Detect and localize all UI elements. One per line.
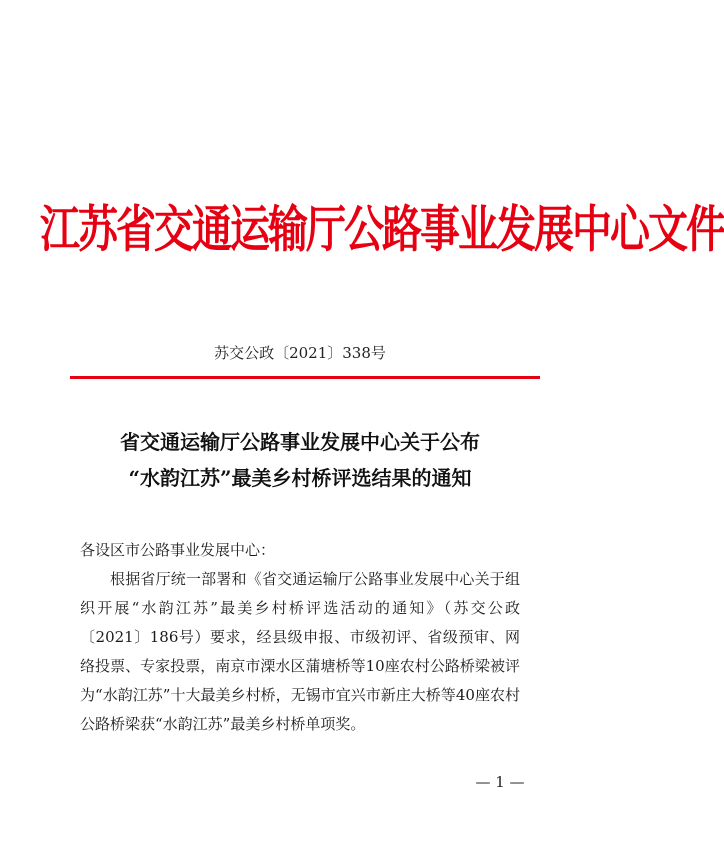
- document-header-title: 江苏省交通运输厅公路事业发展中心文件: [40, 200, 724, 259]
- salutation: 各设区市公路事业发展中心：: [80, 541, 276, 559]
- notice-title-line-2: “水韵江苏”最美乡村桥评选结果的通知: [128, 466, 472, 490]
- notice-body: [80, 536, 520, 739]
- document-number: 苏交公政〔2021〕338号: [214, 344, 386, 362]
- body-paragraph: 根据省厅统一部署和《省交通运输厅公路事业发展中心关于组织开展“水韵江苏”最美乡村桥评选活动的通知》（苏交公政〔2021〕186号）要求，经县级申报、市级初评、省级预审、网络投票、专家投票，南京市溧水区蒲塘桥等10座农村公路桥梁被评为“水韵江苏”十大最美乡村桥，无锡市宜兴市新庄大桥等40座农村公路桥梁获“水韵江苏”最美乡村桥单项奖。: [80, 570, 520, 733]
- notice-title-line-1: 省交通运输厅公路事业发展中心关于公布: [120, 430, 480, 454]
- red-divider-line: [70, 376, 540, 379]
- notice-title: [40, 424, 560, 496]
- page-number: — 1 —: [475, 773, 525, 791]
